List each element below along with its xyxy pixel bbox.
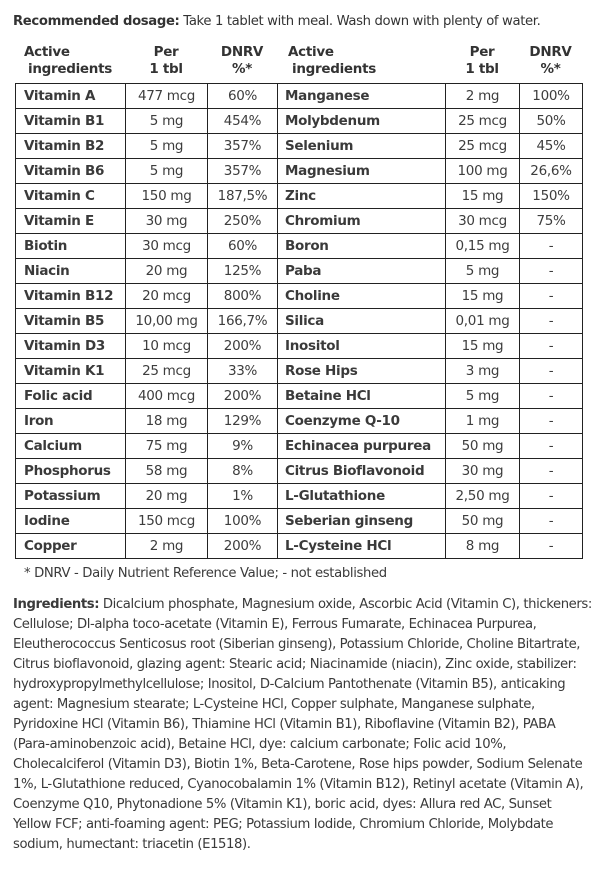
ingredient-name-cell: Niacin	[16, 259, 126, 284]
dnrv-percent-cell: -	[520, 434, 583, 459]
per-tablet-cell: 5 mg	[126, 109, 208, 134]
dnrv-percent-cell: 26,6%	[520, 159, 583, 184]
ingredients-paragraph	[13, 595, 593, 855]
per-tablet-cell: 15 mg	[446, 284, 520, 309]
dnrv-percent-cell: 9%	[208, 434, 278, 459]
per-tablet-cell: 25 mcg	[446, 134, 520, 159]
per-tablet-cell: 30 mcg	[446, 209, 520, 234]
table-row	[16, 384, 583, 409]
dnrv-percent-cell: 45%	[520, 134, 583, 159]
per-tablet-cell: 150 mcg	[126, 509, 208, 534]
ingredient-name-cell: Magnesium	[278, 159, 446, 184]
ingredients-text: Dicalcium phosphate, Magnesium oxide, Ascorbic Acid (Vitamin C), thickeners: Cellulose; Dl-alpha toco-acetate (Vitamin E), Ferrous Fumarate, Echinacea Purpurea, Eleutherococcus Senticosus root (Siberian ginseng), Potassium Chloride, Choline Bitartrate, Citrus bioflavonoid, glazing agent: Stearic acid; Niacinamide (niacin), Zinc oxide, stabilizer: hydroxypropylmethylcellulose; Inositol, D-Calcium Pantothenate (Vitamin B5), anticaking agent: Magnesium stearate; L-Cysteine HCl, Copper sulphate, Manganese sulphate, Pyridoxine HCl (Vitamin B6), Thiamine HCl (Vitamin B1), Riboflavine (Vitamin B2), PABA (Para-aminobenzoic acid), Betaine HCl, dye: calcium carbonate; Folic acid 10%, Cholecalciferol (Vitamin D3), Biotin 1%, Beta-Carotene, Rose hips powder, Sodium Selenate 1%, L-Glutathione reduced, Cyanocobalamin 1% (Vitamin B12), Retinyl acetate (Vitamin A), Coenzyme Q10, Phytonadione 5% (Vitamin K1), boric acid, dyes: Allura red AC, Sunset Yellow FCF; anti-foaming agent: PEG; Potassium Iodide, Chromium Chloride, Molybdate sodium, humectant: triacetin (E1518).	[13, 597, 592, 852]
per-tablet-cell: 0,01 mg	[446, 309, 520, 334]
per-tablet-cell: 5 mg	[446, 259, 520, 284]
dnrv-percent-cell: 150%	[520, 184, 583, 209]
dnrv-percent-cell: 800%	[208, 284, 278, 309]
ingredient-name-cell: Choline	[278, 284, 446, 309]
per-tablet-cell: 30 mg	[446, 459, 520, 484]
dnrv-percent-cell: 8%	[208, 459, 278, 484]
per-tablet-cell: 5 mg	[126, 159, 208, 184]
per-tablet-cell: 30 mcg	[126, 234, 208, 259]
ingredient-name-cell: Manganese	[278, 84, 446, 109]
per-tablet-cell: 20 mg	[126, 484, 208, 509]
header-per-tbl-left: Per 1 tbl	[149, 44, 183, 77]
table-row	[16, 509, 583, 534]
per-tablet-cell: 50 mg	[446, 509, 520, 534]
ingredient-name-cell: Iodine	[16, 509, 126, 534]
dnrv-percent-cell: 1%	[208, 484, 278, 509]
dnrv-percent-cell: 454%	[208, 109, 278, 134]
table-row	[16, 134, 583, 159]
dnrv-percent-cell: 60%	[208, 234, 278, 259]
per-tablet-cell: 477 mcg	[126, 84, 208, 109]
table-row	[16, 409, 583, 434]
ingredient-name-cell: Biotin	[16, 234, 126, 259]
ingredient-name-cell: Vitamin E	[16, 209, 126, 234]
table-row	[16, 484, 583, 509]
per-tablet-cell: 30 mg	[126, 209, 208, 234]
per-tablet-cell: 18 mg	[126, 409, 208, 434]
ingredient-name-cell: Calcium	[16, 434, 126, 459]
nutrient-table	[15, 83, 583, 559]
dnrv-percent-cell: 200%	[208, 384, 278, 409]
dnrv-percent-cell: -	[520, 484, 583, 509]
table-row	[16, 184, 583, 209]
dnrv-percent-cell: 200%	[208, 334, 278, 359]
per-tablet-cell: 15 mg	[446, 334, 520, 359]
ingredient-name-cell: L-Cysteine HCl	[278, 534, 446, 559]
per-tablet-cell: 58 mg	[126, 459, 208, 484]
ingredient-name-cell: Echinacea purpurea	[278, 434, 446, 459]
ingredient-name-cell: Folic acid	[16, 384, 126, 409]
dosage-label: Recommended dosage:	[13, 14, 180, 29]
table-row	[16, 309, 583, 334]
table-row	[16, 359, 583, 384]
dnrv-percent-cell: -	[520, 284, 583, 309]
ingredient-name-cell: L-Glutathione	[278, 484, 446, 509]
per-tablet-cell: 1 mg	[446, 409, 520, 434]
dnrv-percent-cell: -	[520, 259, 583, 284]
per-tablet-cell: 10,00 mg	[126, 309, 208, 334]
ingredient-name-cell: Rose Hips	[278, 359, 446, 384]
per-tablet-cell: 20 mg	[126, 259, 208, 284]
per-tablet-cell: 150 mg	[126, 184, 208, 209]
table-row	[16, 284, 583, 309]
table-row	[16, 109, 583, 134]
dnrv-percent-cell: 50%	[520, 109, 583, 134]
per-tablet-cell: 2,50 mg	[446, 484, 520, 509]
per-tablet-cell: 75 mg	[126, 434, 208, 459]
ingredient-name-cell: Molybdenum	[278, 109, 446, 134]
dnrv-percent-cell: 187,5%	[208, 184, 278, 209]
per-tablet-cell: 25 mcg	[446, 109, 520, 134]
dnrv-percent-cell: -	[520, 384, 583, 409]
dnrv-percent-cell: 357%	[208, 159, 278, 184]
dnrv-percent-cell: 125%	[208, 259, 278, 284]
ingredient-name-cell: Betaine HCl	[278, 384, 446, 409]
ingredient-name-cell: Vitamin B2	[16, 134, 126, 159]
per-tablet-cell: 100 mg	[446, 159, 520, 184]
header-dnrv-left: DNRV %*	[220, 44, 264, 77]
ingredient-name-cell: Copper	[16, 534, 126, 559]
table-row	[16, 209, 583, 234]
ingredient-name-cell: Vitamin A	[16, 84, 126, 109]
ingredient-name-cell: Boron	[278, 234, 446, 259]
per-tablet-cell: 10 mcg	[126, 334, 208, 359]
recommended-dosage	[13, 14, 541, 29]
ingredient-name-cell: Vitamin B1	[16, 109, 126, 134]
ingredient-name-cell: Paba	[278, 259, 446, 284]
per-tablet-cell: 15 mg	[446, 184, 520, 209]
header-active-ingredients-left: Active ingredients	[24, 44, 112, 77]
ingredient-name-cell: Vitamin D3	[16, 334, 126, 359]
dnrv-percent-cell: -	[520, 309, 583, 334]
table-row	[16, 334, 583, 359]
table-row	[16, 84, 583, 109]
ingredient-name-cell: Vitamin B6	[16, 159, 126, 184]
per-tablet-cell: 0,15 mg	[446, 234, 520, 259]
dnrv-percent-cell: 60%	[208, 84, 278, 109]
dnrv-percent-cell: 75%	[520, 209, 583, 234]
dnrv-percent-cell: 250%	[208, 209, 278, 234]
ingredient-name-cell: Citrus Bioflavonoid	[278, 459, 446, 484]
dnrv-percent-cell: -	[520, 409, 583, 434]
dnrv-percent-cell: -	[520, 509, 583, 534]
dnrv-percent-cell: -	[520, 534, 583, 559]
dnrv-percent-cell: -	[520, 234, 583, 259]
dnrv-percent-cell: -	[520, 459, 583, 484]
dnrv-percent-cell: 200%	[208, 534, 278, 559]
ingredient-name-cell: Vitamin C	[16, 184, 126, 209]
ingredient-name-cell: Coenzyme Q-10	[278, 409, 446, 434]
per-tablet-cell: 5 mg	[446, 384, 520, 409]
per-tablet-cell: 2 mg	[446, 84, 520, 109]
ingredient-name-cell: Selenium	[278, 134, 446, 159]
dnrv-percent-cell: 33%	[208, 359, 278, 384]
table-row	[16, 534, 583, 559]
ingredient-name-cell: Potassium	[16, 484, 126, 509]
dnrv-percent-cell: 129%	[208, 409, 278, 434]
table-row	[16, 234, 583, 259]
table-row	[16, 159, 583, 184]
per-tablet-cell: 5 mg	[126, 134, 208, 159]
dnrv-percent-cell: 166,7%	[208, 309, 278, 334]
ingredient-name-cell: Silica	[278, 309, 446, 334]
dnrv-percent-cell: 100%	[208, 509, 278, 534]
ingredient-name-cell: Zinc	[278, 184, 446, 209]
dnrv-percent-cell: 100%	[520, 84, 583, 109]
header-active-ingredients-right: Active ingredients	[288, 44, 376, 77]
table-row	[16, 259, 583, 284]
table-row	[16, 459, 583, 484]
per-tablet-cell: 3 mg	[446, 359, 520, 384]
ingredient-name-cell: Seberian ginseng	[278, 509, 446, 534]
per-tablet-cell: 2 mg	[126, 534, 208, 559]
dnrv-percent-cell: -	[520, 359, 583, 384]
ingredient-name-cell: Phosphorus	[16, 459, 126, 484]
per-tablet-cell: 50 mg	[446, 434, 520, 459]
ingredient-name-cell: Vitamin B12	[16, 284, 126, 309]
ingredient-name-cell: Vitamin B5	[16, 309, 126, 334]
dosage-text: Take 1 tablet with meal. Wash down with plenty of water.	[179, 14, 541, 29]
ingredient-name-cell: Iron	[16, 409, 126, 434]
per-tablet-cell: 20 mcg	[126, 284, 208, 309]
ingredient-name-cell: Chromium	[278, 209, 446, 234]
dnrv-percent-cell: -	[520, 334, 583, 359]
ingredient-name-cell: Vitamin K1	[16, 359, 126, 384]
ingredients-label: Ingredients:	[13, 597, 100, 612]
dnrv-percent-cell: 357%	[208, 134, 278, 159]
header-per-tbl-right: Per 1 tbl	[465, 44, 499, 77]
dnrv-footnote: * DNRV - Daily Nutrient Reference Value; - not established	[24, 566, 387, 581]
ingredient-name-cell: Inositol	[278, 334, 446, 359]
table-row	[16, 434, 583, 459]
header-dnrv-right: DNRV %*	[529, 44, 572, 77]
per-tablet-cell: 8 mg	[446, 534, 520, 559]
per-tablet-cell: 25 mcg	[126, 359, 208, 384]
per-tablet-cell: 400 mcg	[126, 384, 208, 409]
